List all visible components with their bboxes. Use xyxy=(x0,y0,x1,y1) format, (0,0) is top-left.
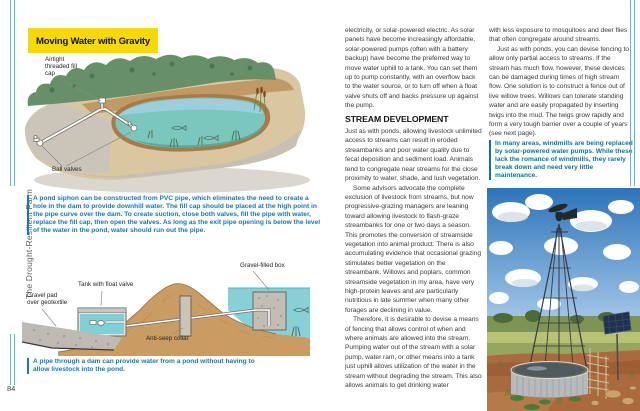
diagram-label-gravel-pad: Gravel pad over geotextile xyxy=(27,292,68,307)
section-header-label: Moving Water with Gravity xyxy=(36,36,150,47)
body-paragraph: Some advisors advocate the complete exclusion of livestock from streams, but now progressive-grazing managers are leaning toward allowing livestock to flash-graze streambanks for one or two days a season. This promotes the conversion of streamside vegetation into animal product. There is also accumulating evidence that occasional grazing stimulates better vegetation on the streambank. Willows and poplars, common streamside vegetation in my area, have very high-protein leaves and are particularly nutritious in late summer when many other forages are declining in value. xyxy=(345,184,482,314)
diagram-label-anti-seep-collar: Anti-seep collar xyxy=(146,335,189,342)
body-paragraph: Just as with ponds, allowing livestock unlimited access to streams can result in eroded streambanks and poor water quality due to fecal deposition and sediment load. Animals tend to congregate near streams for the close proximity to water, shade, and lush vegetation. xyxy=(345,128,482,183)
margin-rule-left-top xyxy=(10,0,15,186)
dam-pipe-caption: A pipe through a dam can provide water from a pond without having to allow livestock into the pond. xyxy=(27,358,261,374)
body-paragraph: electricity, or solar-powered electric. As solar panels have become increasingly affordable, solar-powered pumps (often with a battery backup) have become the preferred way to move water uphill to a tank. You can set them up to pump constantly, with an overflow back to the water source, or to turn off when a float valve shuts off and backs pressure up against the pump. xyxy=(345,27,479,110)
windmill-photo xyxy=(487,188,640,411)
body-paragraph: Therefore, it is desirable to devise a means of fencing that allows control of when and where animals are allowed into the stream. Pumping water out of the stream with a solar pump, water ram, or other means into a tank just uphill allows utilization of the water in the stream without degrading the stream. This also allows animals to get drinking water xyxy=(345,316,482,390)
diagram-label-fill-cap: Airtight threaded fill cap xyxy=(45,56,77,78)
body-column-1 xyxy=(345,26,482,390)
margin-rule-right-top xyxy=(630,0,635,186)
page-number: 84 xyxy=(7,384,16,393)
windmill-photo-caption: In many areas, windmills are being replaced by solar-powered water pumps. While these lack the romance of windmills, they rarely break down and need very little maintenance. xyxy=(489,140,635,180)
margin-rule-left-bottom xyxy=(10,334,15,385)
diagram-label-ball-valves: Ball valves xyxy=(52,166,82,173)
stream-development-heading: STREAM DEVELOPMENT xyxy=(345,114,449,125)
body-paragraph: Just as with ponds, you can devise fencing to allow only partial access to streams. If the stream has much flow, however, these devices can be damaged during times of high stream flow. One solution is to construct a fence out of live willow trees. Willows can tolerate standing water and are easily propagated by inserting twigs into the mud. The twigs grow rapidly and form a very tough barrier over a couple of years (see next page). xyxy=(489,45,629,138)
pond-siphon-caption: A pond siphon can be constructed from PVC pipe, which eliminates the need to create a hole in the dam to provide downhill water. The fill cap should be placed at the high point in the pipe curve over the dam. To create suction, close both valves, fill the pipe with water, replace the fill cap, then open the valves. As long as the exit pipe opening is below the level of the water in the pond, water should run out the pipe. xyxy=(27,195,321,235)
body-column-2 xyxy=(489,26,630,139)
diagram-label-tank: Tank with float valve xyxy=(78,281,134,288)
diagram-label-gravel-box: Gravel-filled box xyxy=(240,262,285,269)
body-paragraph: with less exposure to mosquitoes and deer flies that often congregate around streams. xyxy=(489,27,628,44)
sidebar-vertical-title: The Drought-Resilient Farm xyxy=(24,188,34,299)
